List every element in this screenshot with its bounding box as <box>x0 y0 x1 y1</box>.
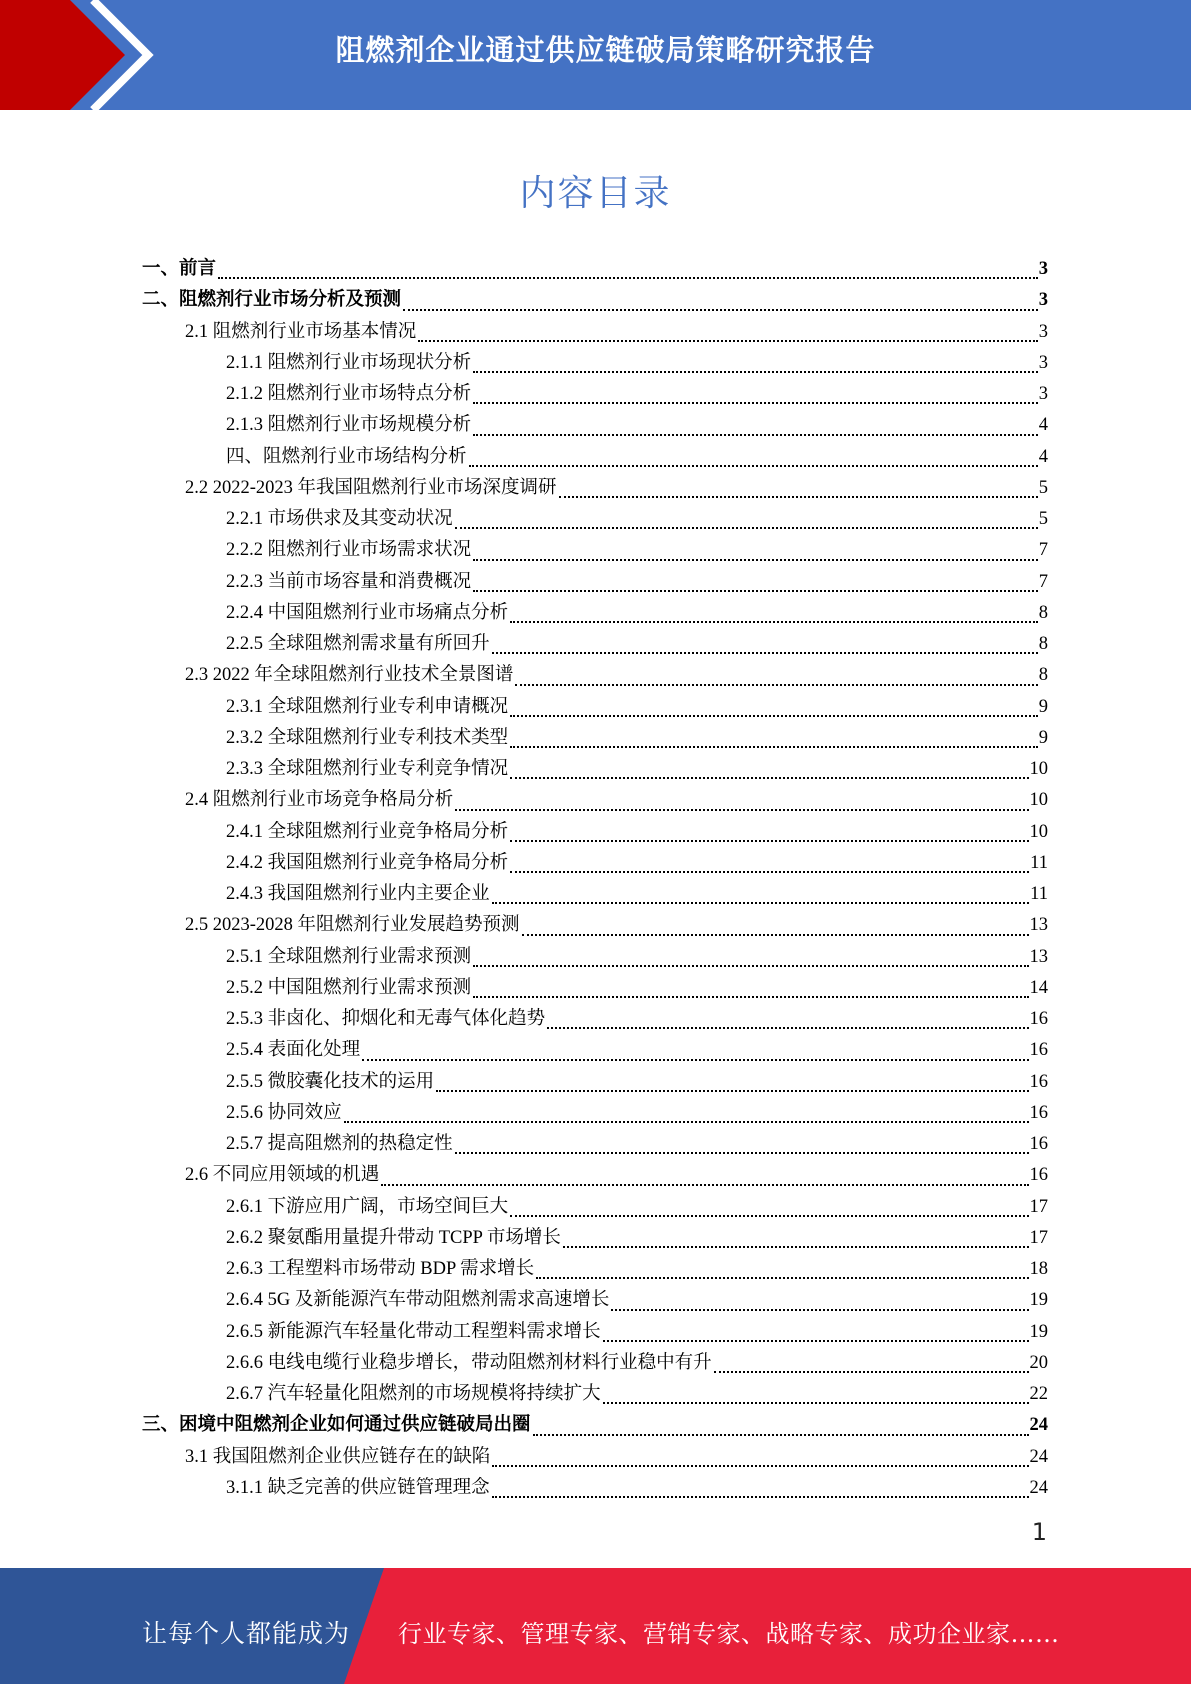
toc-entry-page: 24 <box>1029 1415 1048 1436</box>
toc-entry-page: 16 <box>1029 1102 1048 1123</box>
toc-entry-title: 2.6 不同应用领域的机遇 <box>185 1165 380 1186</box>
toc-entry[interactable] <box>142 285 1048 316</box>
toc-entry-title: 2.2 2022-2023 年我国阻燃剂行业市场深度调研 <box>185 477 557 498</box>
toc-entry[interactable] <box>142 1067 1048 1098</box>
toc-entry[interactable] <box>142 410 1048 441</box>
toc-leader-dots <box>492 902 1030 904</box>
toc-entry[interactable] <box>142 1160 1048 1191</box>
toc-entry-page: 3 <box>1038 290 1048 311</box>
toc-entry-title: 2.1.2 阻燃剂行业市场特点分析 <box>226 384 472 404</box>
toc-leader-dots <box>510 621 1038 623</box>
toc-entry[interactable] <box>142 942 1048 973</box>
toc-entry-page: 8 <box>1038 665 1048 686</box>
toc-entry-page: 3 <box>1038 259 1048 279</box>
toc-entry-title: 三、困境中阻燃剂企业如何通过供应链破局出圈 <box>142 1415 531 1436</box>
toc-entry[interactable] <box>142 754 1048 785</box>
toc-entry-page: 19 <box>1029 1321 1048 1342</box>
toc-leader-dots <box>515 684 1037 686</box>
toc-entry-title: 2.6.7 汽车轻量化阻燃剂的市场规模将持续扩大 <box>226 1384 601 1404</box>
toc-entry-title: 2.2.4 中国阻燃剂行业市场痛点分析 <box>226 602 509 623</box>
toc-entry-title: 2.6.6 电线电缆行业稳步增长，带动阻燃剂材料行业稳中有升 <box>226 1352 712 1373</box>
toc-entry[interactable] <box>142 1442 1048 1473</box>
toc-entry[interactable] <box>142 504 1048 535</box>
toc-entry-page: 19 <box>1029 1290 1048 1311</box>
toc-leader-dots <box>473 371 1038 373</box>
toc-entry-title: 2.1.1 阻燃剂行业市场现状分析 <box>226 352 472 373</box>
toc-entry[interactable] <box>142 910 1048 941</box>
toc-leader-dots <box>469 465 1038 467</box>
toc-entry-page: 20 <box>1029 1352 1048 1373</box>
toc-entry-page: 5 <box>1038 477 1048 498</box>
toc-entry-page: 7 <box>1038 540 1048 561</box>
toc-leader-dots <box>547 1027 1028 1029</box>
toc-entry[interactable] <box>142 785 1048 816</box>
toc-entry[interactable] <box>142 1379 1048 1410</box>
toc-entry-title: 2.3.1 全球阻燃剂行业专利申请概况 <box>226 696 509 717</box>
toc-leader-dots <box>455 809 1028 811</box>
toc-entry-page: 3 <box>1038 321 1048 342</box>
footer-slogan-left: 让每个人都能成为 <box>142 1619 351 1648</box>
toc-entry-page: 11 <box>1030 852 1048 873</box>
toc-entry-page: 16 <box>1029 1165 1048 1186</box>
toc-leader-dots <box>533 1434 1029 1436</box>
toc-entry[interactable] <box>142 1348 1048 1379</box>
toc-entry[interactable] <box>142 1410 1048 1441</box>
toc-entry-title: 2.6.2 聚氨酯用量提升带动 TCPP 市场增长 <box>226 1227 561 1248</box>
toc-leader-dots <box>563 1246 1029 1248</box>
toc-entry-title: 2.5.2 中国阻燃剂行业需求预测 <box>226 977 472 998</box>
toc-entry[interactable] <box>142 1129 1048 1160</box>
toc-entry-title: 2.1.3 阻燃剂行业市场规模分析 <box>226 415 472 436</box>
toc-entry[interactable] <box>142 817 1048 848</box>
toc-entry-page: 9 <box>1038 727 1048 748</box>
toc-leader-dots <box>510 840 1028 842</box>
toc-entry-title: 2.2.2 阻燃剂行业市场需求状况 <box>226 540 472 561</box>
toc-leader-dots <box>492 1496 1029 1498</box>
toc-leader-dots <box>611 1309 1028 1311</box>
toc-entry-page: 3 <box>1038 352 1048 373</box>
toc-entry-title: 2.3 2022 年全球阻燃剂行业技术全景图谱 <box>185 665 514 686</box>
toc-leader-dots <box>473 965 1028 967</box>
toc-entry-title: 2.3.2 全球阻燃剂行业专利技术类型 <box>226 727 509 748</box>
page-header <box>0 0 1191 110</box>
toc-entry-page: 16 <box>1029 1071 1048 1092</box>
toc-entry-page: 18 <box>1029 1259 1048 1279</box>
toc-entry-page: 13 <box>1029 946 1048 967</box>
toc-entry-title: 2.5.1 全球阻燃剂行业需求预测 <box>226 946 472 967</box>
toc-entry[interactable] <box>142 692 1048 723</box>
toc-entry-title: 2.4.3 我国阻燃剂行业内主要企业 <box>226 884 490 904</box>
toc-leader-dots <box>559 496 1038 498</box>
toc-entry-page: 9 <box>1038 696 1048 717</box>
toc-entry-page: 24 <box>1029 1477 1048 1498</box>
toc-entry-title: 2.4.1 全球阻燃剂行业竞争格局分析 <box>226 821 509 842</box>
toc-leader-dots <box>510 715 1038 717</box>
toc-entry[interactable] <box>142 973 1048 1004</box>
toc-entry-page: 13 <box>1029 915 1048 936</box>
toc-entry[interactable] <box>142 848 1048 879</box>
toc-entry-title: 3.1 我国阻燃剂企业供应链存在的缺陷 <box>185 1446 491 1467</box>
toc-entry[interactable] <box>142 629 1048 660</box>
toc-leader-dots <box>403 309 1038 311</box>
toc-entry[interactable] <box>142 317 1048 348</box>
toc-leader-dots <box>473 996 1028 998</box>
toc-entry-page: 3 <box>1038 384 1048 404</box>
toc-leader-dots <box>603 1402 1029 1404</box>
toc-entry[interactable] <box>142 473 1048 504</box>
toc-entry-title: 2.6.5 新能源汽车轻量化带动工程塑料需求增长 <box>226 1321 601 1342</box>
toc-entry[interactable] <box>142 1098 1048 1129</box>
toc-entry[interactable] <box>142 660 1048 691</box>
toc-entry[interactable] <box>142 1254 1048 1285</box>
toc-entry-title: 二、阻燃剂行业市场分析及预测 <box>142 290 402 311</box>
toc-entry-title: 2.2.5 全球阻燃剂需求量有所回升 <box>226 634 490 654</box>
toc-entry-title: 3.1.1 缺乏完善的供应链管理理念 <box>226 1477 490 1498</box>
toc-leader-dots <box>510 871 1029 873</box>
toc-entry-page: 14 <box>1029 977 1048 998</box>
toc-leader-dots <box>473 559 1038 561</box>
toc-leader-dots <box>510 746 1038 748</box>
toc-entry[interactable] <box>142 879 1048 910</box>
toc-leader-dots <box>473 434 1038 436</box>
toc-entry-title: 2.2.1 市场供求及其变动状况 <box>226 509 453 529</box>
toc-entry-page: 16 <box>1029 1134 1048 1154</box>
toc-entry-title: 2.5.3 非卤化、抑烟化和无毒气体化趋势 <box>226 1009 546 1029</box>
toc-entry[interactable] <box>142 723 1048 754</box>
toc-entry-page: 22 <box>1029 1384 1048 1404</box>
toc-entry-page: 4 <box>1038 415 1048 436</box>
toc-entry[interactable] <box>142 379 1048 410</box>
toc-entry-title: 四、阻燃剂行业市场结构分析 <box>226 446 467 467</box>
toc-leader-dots <box>473 590 1038 592</box>
toc-entry[interactable] <box>142 1473 1048 1504</box>
toc-entry[interactable] <box>142 567 1048 598</box>
toc-entry-page: 10 <box>1029 759 1048 779</box>
footer-slogan-right: 行业专家、管理专家、营销专家、战略专家、成功企业家…… <box>398 1620 1060 1648</box>
toc-entry[interactable] <box>142 442 1048 473</box>
toc-entry[interactable] <box>142 348 1048 379</box>
toc-entry[interactable] <box>142 598 1048 629</box>
toc-entry-page: 16 <box>1029 1040 1048 1061</box>
toc-leader-dots <box>455 527 1038 529</box>
toc-entry-title: 2.5.5 微胶囊化技术的运用 <box>226 1071 435 1092</box>
toc-entry-page: 11 <box>1030 884 1048 904</box>
toc-entry[interactable] <box>142 1317 1048 1348</box>
toc-entry[interactable] <box>142 254 1048 285</box>
toc-entry-page: 10 <box>1029 821 1048 842</box>
toc-leader-dots <box>473 402 1038 404</box>
table-of-contents <box>142 254 1048 1504</box>
toc-leader-dots <box>714 1371 1029 1373</box>
toc-entry-page: 10 <box>1029 790 1048 811</box>
toc-leader-dots <box>436 1090 1028 1092</box>
toc-leader-dots <box>381 1184 1028 1186</box>
toc-entry-page: 8 <box>1038 634 1048 654</box>
toc-leader-dots <box>492 1465 1028 1467</box>
toc-entry-title: 2.1 阻燃剂行业市场基本情况 <box>185 321 417 342</box>
toc-leader-dots <box>492 652 1038 654</box>
toc-leader-dots <box>418 340 1037 342</box>
toc-entry-title: 2.5.4 表面化处理 <box>226 1040 361 1061</box>
toc-entry-title: 2.5.6 协同效应 <box>226 1102 342 1123</box>
toc-leader-dots <box>218 277 1038 279</box>
toc-leader-dots <box>455 1152 1029 1154</box>
toc-entry[interactable] <box>142 1223 1048 1254</box>
toc-entry-page: 24 <box>1029 1446 1048 1467</box>
page-number: 1 <box>1031 1518 1047 1546</box>
toc-entry[interactable] <box>142 1285 1048 1316</box>
toc-entry-title: 2.6.1 下游应用广阔，市场空间巨大 <box>226 1196 509 1217</box>
toc-entry[interactable] <box>142 535 1048 566</box>
toc-leader-dots <box>344 1121 1029 1123</box>
toc-entry-title: 2.4 阻燃剂行业市场竞争格局分析 <box>185 790 454 811</box>
toc-entry-title: 2.5 2023-2028 年阻燃剂行业发展趋势预测 <box>185 915 520 936</box>
toc-leader-dots <box>362 1059 1028 1061</box>
toc-entry-title: 2.4.2 我国阻燃剂行业竞争格局分析 <box>226 852 509 873</box>
report-title: 阻燃剂企业通过供应链破局策略研究报告 <box>335 33 876 67</box>
toc-entry-page: 16 <box>1029 1009 1048 1029</box>
toc-leader-dots <box>522 934 1029 936</box>
toc-entry-title: 2.5.7 提高阻燃剂的热稳定性 <box>226 1134 453 1154</box>
toc-entry[interactable] <box>142 1004 1048 1035</box>
toc-leader-dots <box>536 1277 1028 1279</box>
toc-entry-page: 17 <box>1029 1227 1048 1248</box>
toc-entry[interactable] <box>142 1192 1048 1223</box>
toc-entry-page: 17 <box>1029 1196 1048 1217</box>
toc-entry-page: 4 <box>1038 446 1048 467</box>
toc-entry-page: 5 <box>1038 509 1048 529</box>
toc-entry-title: 一、前言 <box>142 259 217 279</box>
toc-leader-dots <box>603 1340 1029 1342</box>
toc-heading: 内容目录 <box>519 173 672 214</box>
toc-leader-dots <box>510 777 1028 779</box>
page-footer <box>0 1568 1191 1684</box>
toc-entry-title: 2.6.4 5G 及新能源汽车带动阻燃剂需求高速增长 <box>226 1290 610 1311</box>
toc-entry-title: 2.2.3 当前市场容量和消费概况 <box>226 571 472 592</box>
toc-entry-title: 2.6.3 工程塑料市场带动 BDP 需求增长 <box>226 1259 535 1279</box>
toc-leader-dots <box>510 1215 1028 1217</box>
toc-entry-title: 2.3.3 全球阻燃剂行业专利竞争情况 <box>226 759 509 779</box>
toc-entry-page: 8 <box>1038 602 1048 623</box>
toc-entry[interactable] <box>142 1035 1048 1066</box>
toc-entry-page: 7 <box>1038 571 1048 592</box>
